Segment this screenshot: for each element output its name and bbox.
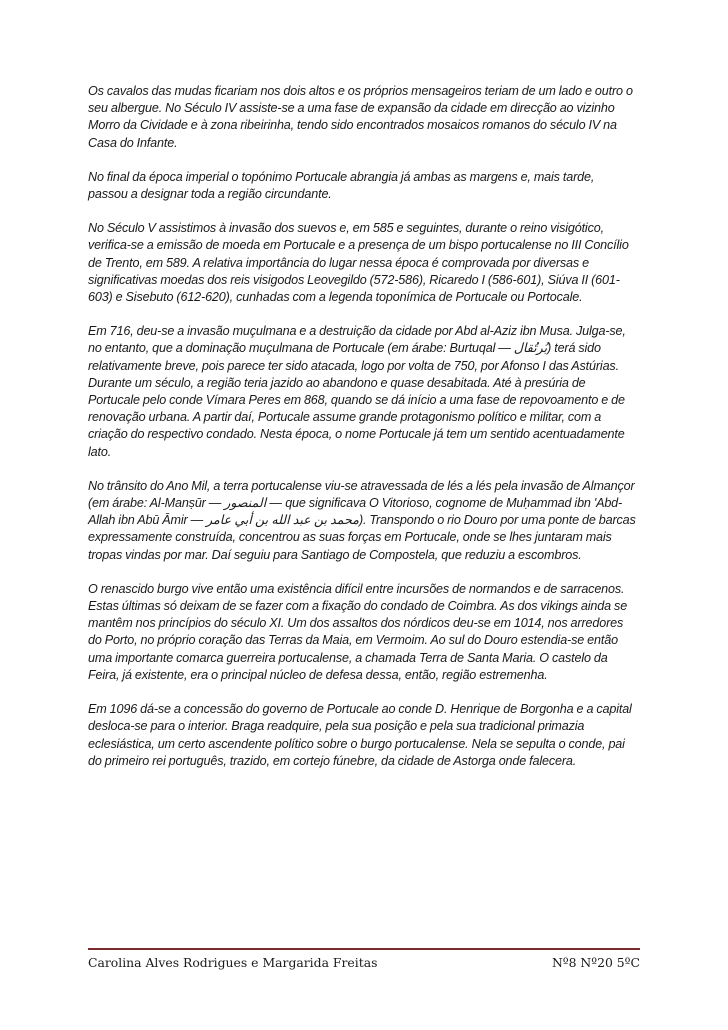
- footer-authors: Carolina Alves Rodrigues e Margarida Freitas: [88, 955, 378, 970]
- paragraph-2: No final da época imperial o topónimo Portucale abrangia já ambas as margens e, mais tarde, passou a designar toda a região circundante.: [88, 169, 595, 202]
- page-footer: [88, 955, 640, 970]
- paragraph-7: Em 1096 dá-se a concessão do governo de Portucale ao conde D. Henrique de Borgonha e a capital desloca-se para o interior. Braga readquire, pela sua posição e pela sua tradicional primazia eclesiástica, um certo ascendente político sobre o burgo portucalense. Nela se sepulta o conde, pai do primeiro rei português, trazido, em cortejo fúnebre, da cidade de Astorga onde falecera.: [88, 702, 632, 768]
- paragraph-3: No Século V assistimos à invasão dos suevos e, em 585 e seguintes, durante o reino visigótico, verifica-se a emissão de moeda em Portucale e a presença de um bispo portucalense no III Concílio de Trento, em 589. A relativa importância do lugar nessa época é comprovada por diversas e significativas moedas dos reis visigodos Leovegildo (572-586), Ricaredo I (586-601), Siúva II (601-603) e Sisebuto (612-620), cunhadas com a legenda toponímica de Portucale ou Portocale.: [88, 221, 629, 305]
- paragraph-4: Em 716, deu-se a invasão muçulmana e a destruição da cidade por Abd al-Aziz ibn Musa. Julga-se, no entanto, que a dominação muçulmana de Portucale (em árabe: Burtuqal — بُرتُقال) terá sido relativamente breve, pois parece ter sido atacada, logo por volta de 750, por Afonso I das Astúrias. Durante um século, a região teria jazido ao abandono e quase desabitada. Até à presúria de Portucale pelo conde Vímara Peres em 868, quando se dá início a uma fase de repovoamento e de renovação urbana. A partir daí, Portucale assume grande protagonismo político e militar, com a criação do respectivo condado. Nesta época, o nome Portucale já tem um sentido acentuadamente lato.: [88, 324, 626, 459]
- footer-divider: [88, 948, 640, 950]
- footer-class-info: Nº8 Nº20 5ºC: [551, 955, 640, 970]
- paragraph-1: Os cavalos das mudas ficariam nos dois altos e os próprios mensageiros teriam de um lado e outro o seu albergue. No Século IV assiste-se a uma fase de expansão da cidade em direcção ao vizinho Morro da Cividade e à zona ribeirinha, tendo sido encontrados mosaicos romanos do século IV na Casa do Infante.: [88, 84, 633, 150]
- document-body: [88, 83, 636, 787]
- paragraph-5: No trânsito do Ano Mil, a terra portucalense viu-se atravessada de lés a lés pela invasão de Almançor (em árabe: Al-Manṣūr — المنصور — que significava O Vitorioso, cognome de Muḥammad ibn 'Abd-Allah ibn Abū Āmir — محمد بن عبد الله بن أبي عامر). Transpondo o rio Douro por uma ponte de barcas expressamente construída, concentrou as suas forças em Portucale, onde se lhes juntaram mais tropas vindas por mar. Daí seguiu para Santiago de Compostela, que reduziu a escombros.: [88, 478, 636, 562]
- paragraph-6: O renascido burgo vive então uma existência difícil entre incursões de normandos e de sarracenos. Estas últimas só deixam de se fazer com a fixação do condado de Coimbra. As dos vikings ainda se mantêm nos princípios do século XI. Um dos assaltos dos nórdicos deu-se em 1014, nos arredores do Porto, no próprio coração das Terras da Maia, em Vermoim. Ao sul do Douro estendia-se então uma importante comarca guerreira portucalense, a chamada Terra de Santa Maria. O castelo da Feira, já existente, era o principal núcleo de defesa dessa, então, região estremenha.: [88, 581, 628, 682]
